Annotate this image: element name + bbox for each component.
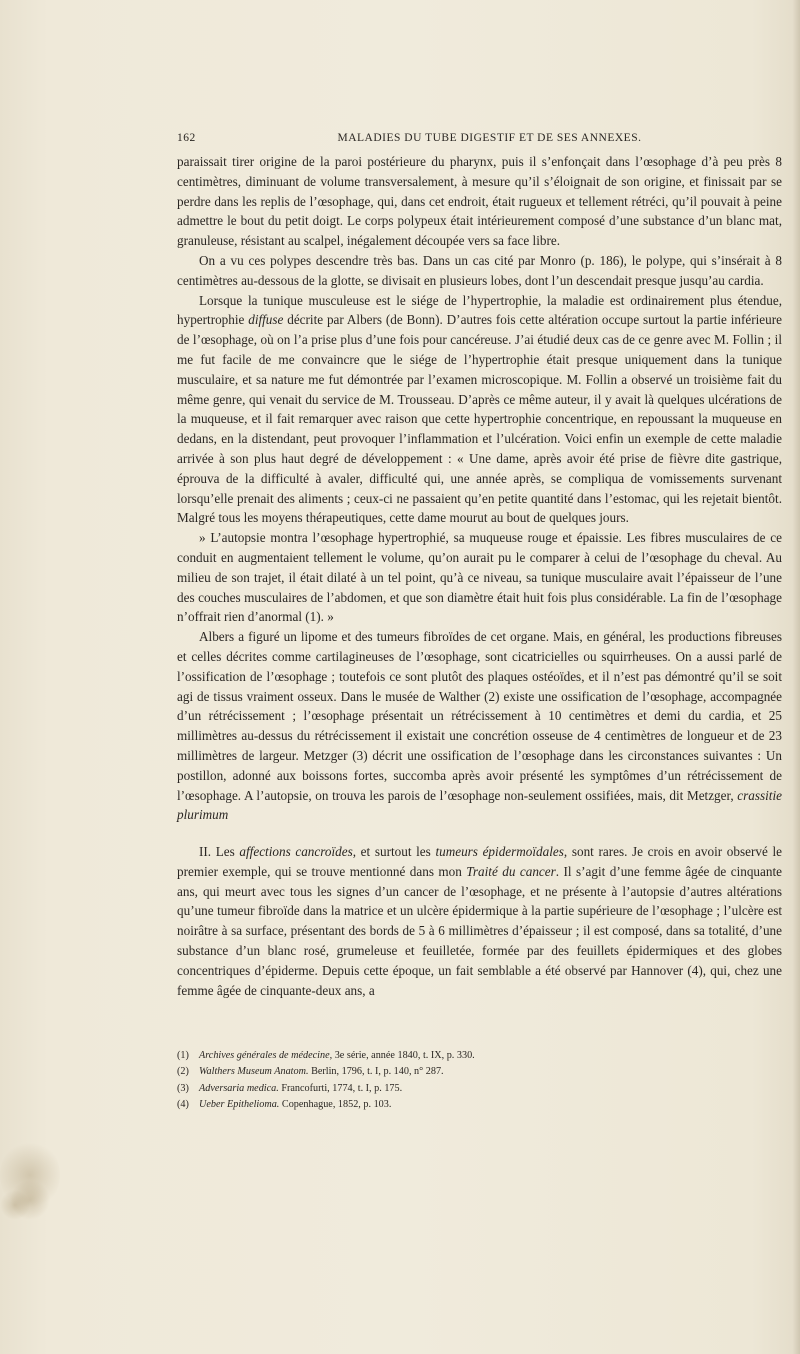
italic-term: tumeurs épidermoïdales [435, 844, 564, 860]
paragraph-text: décrite par Albers (de Bonn). D’autres fois cette altération occupe surtout la partie inférieure de l’œsophage, où on l’a prise plus d’une fois pour cancéreuse. J’ai étudié deux cas de ce genre avec M. Follin ; il me fut facile de me convaincre que le siége de l’hypertrophie était presque uniquement dans la tunique musculaire, et sa nature me fut démontrée par l’examen microscopique. M. Follin a observé un troisième fait du même genre, qui venait du service de M. Trousseau. D’après ce même auteur, il y avait là quelques ulcérations de la muqueuse, et il fait remarquer avec raison que cette hypertrophie concentrique, en repoussant la muqueuse en dedans, en la distendant, peut provoquer l’inflammation et l’ulcération. Voici enfin un exemple de cette maladie arrivée à son plus haut degré de développement : « Une dame, après avoir été prise de fièvre dite gastrique, éprouva de la difficulté à avaler, difficulté qui, une année après, se compliqua de vomissements survenant lorsqu’elle prenait des aliments ; ceux-ci ne passaient qu’en petite quantité dans l’estomac, qui les rejetait bientôt. Malgré tous les moyens thérapeutiques, cette dame mourut au bout de quelques jours. [177, 312, 782, 526]
footnote-mark: (1) [177, 1050, 189, 1061]
paragraph: » L’autopsie montra l’œsophage hypertrophié, sa muqueuse rouge et épaissie. Les fibres musculaires de ce conduit en augmentaient tellement le volume, qu’on aurait pu le comparer à celui de l’œsophage du cheval. Au milieu de son trajet, il était dilaté à un tel point, qu’à ce niveau, sa tunique musculaire avait l’épaisseur de l’une des couches musculaires de l’abdomen, et que son diamètre était huit fois plus considérable. La fin de l’œsophage n’offrait rien d’anormal (1). » [177, 530, 782, 625]
footnote-title: Archives générales de médecine, [199, 1050, 333, 1061]
paragraph-text: II. Les [199, 844, 240, 860]
paragraph [177, 842, 782, 1000]
paragraph [177, 291, 782, 529]
paragraph [177, 627, 782, 825]
paragraph-text: . Il s’agit d’une femme âgée de cinquante ans, qui meurt avec tous les signes d’un cancer de l’œsophage, et ne présente à l’autopsie d’autres altérations qu’une tumeur fibroïde dans la matrice et un ulcère épidermique à la partie supérieure de l’œsophage ; l’ulcère est noirâtre à sa surface, présentant des bords de 5 à 6 millimètres d’épaisseur ; il est composé, dans sa totalité, d’une substance d’un blanc rosé, grumeleuse et feuilletée, formée par des feuillets épidermiques et des globes concentriques d’épiderme. Depuis cette époque, un fait semblable a été observé par Hannover (4), qui, chez une femme âgée de cinquante-deux ans, a [177, 863, 782, 998]
footnote [177, 1064, 782, 1080]
footnote-mark: (4) [177, 1099, 189, 1111]
paragraph: On a vu ces polypes descendre très bas. Dans un cas cité par Monro (p. 186), le polype, qui s’insérait à 8 centimètres au-dessous de la glotte, se divisait en plusieurs lobes, dont l’un descendait presque jusqu’au cardia. [177, 252, 782, 288]
italic-term: affections cancroïdes [239, 844, 353, 860]
paragraph-text: , et surtout les [352, 844, 436, 860]
footnote [177, 1097, 782, 1113]
footnote-text: Francofurti, 1774, t. I, p. 175. [278, 1082, 403, 1094]
paragraph-text: , sont rares. Je crois en avoir observé le premier exemple, qui se trouve mentionné dans mon [177, 844, 782, 879]
paragraph: paraissait tirer origine de la paroi postérieure du pharynx, puis il s’enfonçait dans l’œsophage d’à peu près 8 centimètres, diminuant de volume transversalement, à mesure qu’il s’éloignait de son origine, et finissait par se perdre dans les replis de l’œsophage, qui, dans cet endroit, était rugueux et tellement rétréci, qu’il pouvait à peine admettre le bout du petit doigt. Le corps polypeux était intérieurement composé d’une substance d’un blanc mat, granuleuse, résistant au scalpel, inégalement découpée vers sa face libre. [177, 154, 782, 249]
footnote-mark: (2) [177, 1066, 189, 1078]
paper-stain [0, 1190, 30, 1220]
page-number: 162 [177, 132, 196, 144]
footnote-text: 3e série, année 1840, t. IX, p. 330. [332, 1050, 475, 1061]
paragraph-text: Lorsque la tunique musculeuse est le siége de l’hypertrophie, la maladie est ordinairement plus étendue, hypertrophie [177, 292, 782, 328]
running-title: MALADIES DU TUBE DIGESTIF ET DE SES ANNEXES. [337, 132, 642, 144]
footnote [177, 1048, 782, 1064]
footnote [177, 1081, 782, 1097]
page-edge-shadow [792, 0, 800, 1354]
footnote-title: Ueber Epithelioma. [199, 1099, 280, 1111]
footnote-text: Berlin, 1796, t. I, p. 140, n° 287. [308, 1066, 444, 1078]
italic-title: Traité du cancer [466, 863, 556, 879]
italic-term: diffuse [248, 312, 284, 328]
italic-term: crassitie plurimum [177, 787, 782, 823]
body-text [177, 152, 782, 1000]
footnote-text: Copenhague, 1852, p. 103. [279, 1099, 392, 1111]
footnote-title: Walthers Museum Anatom. [199, 1066, 309, 1078]
footnote-mark: (3) [177, 1082, 189, 1094]
footnotes [177, 1048, 782, 1114]
paragraph-text: Albers a figuré un lipome et des tumeurs fibroïdes de cet organe. Mais, en général, les productions fibreuses et celles décrites comme cartilagineuses de l’œsophage, sont cicatricielles ou squirrheuses. On a aussi parlé de l’ossification de l’œsophage ; toutefois ce sont plutôt des plaques ostéoïdes, et il n’est pas démontré qu’il se soit agi de tissus vraiment osseux. Dans le musée de Walther (2) existe une ossification de l’œsophage, accompagnée d’un rétrécissement ; l’œsophage présentait un rétrécissement à 10 centimètres et demi du cardia, et 25 millimètres au-dessus du rétrécissement il existait une concrétion osseuse de 4 centimètres de longueur et de 23 millimètres de largeur. Metzger (3) décrit une ossification de l’œsophage dans les circonstances suivantes : Un postillon, adonné aux boissons fortes, succomba après avoir présenté les symptômes d’un rétrécissement de l’œsophage. A l’autopsie, on trouva les parois de l’œsophage non-seulement ossifiées, mais, dit Metzger, [177, 629, 782, 803]
footnote-title: Adversaria medica. [199, 1082, 279, 1094]
running-header [177, 132, 782, 150]
